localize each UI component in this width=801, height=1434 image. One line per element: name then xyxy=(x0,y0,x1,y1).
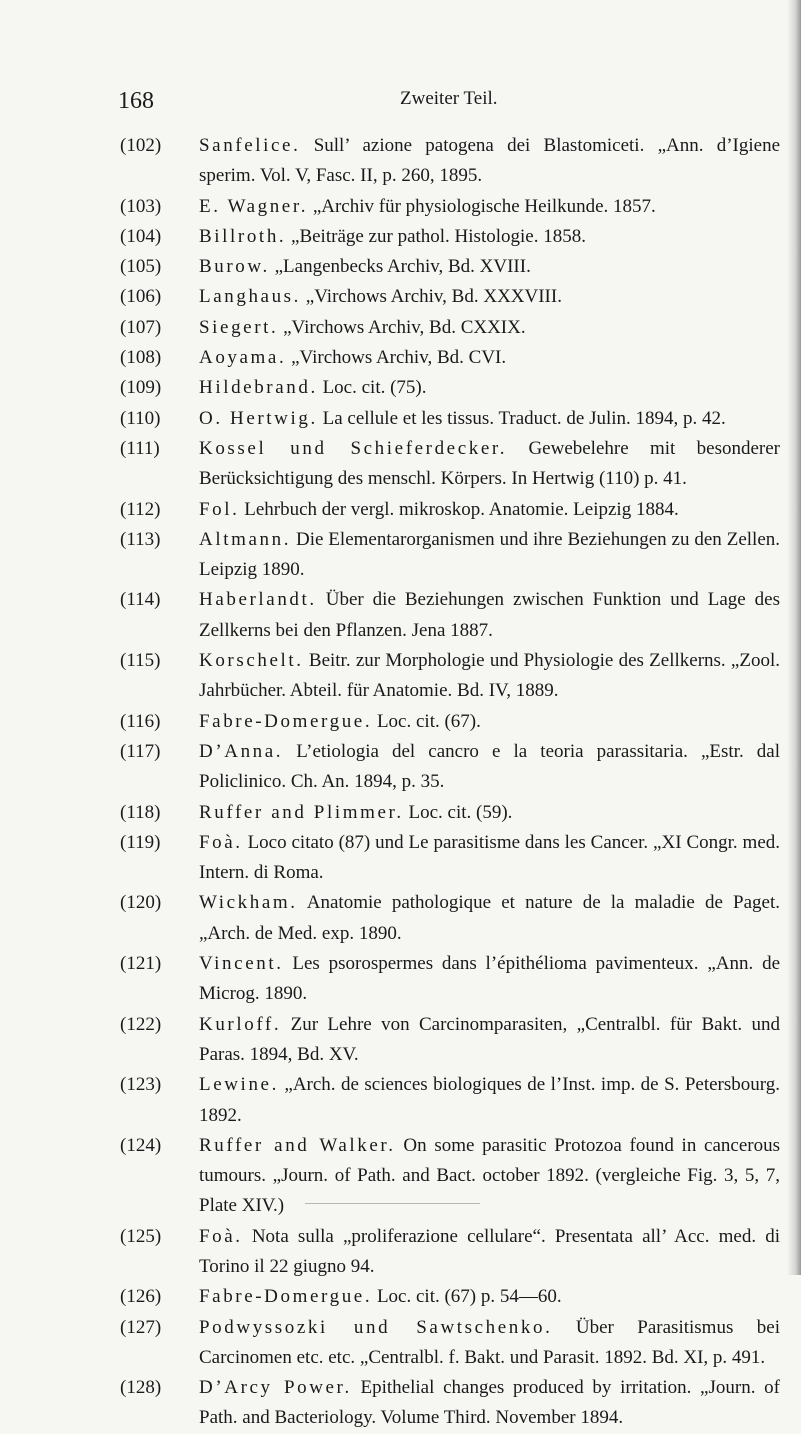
reference-entry xyxy=(120,1222,780,1283)
reference-entry xyxy=(120,434,780,495)
reference-author: Burow. xyxy=(199,256,270,278)
reference-author: Billroth. xyxy=(199,225,287,247)
reference-entry xyxy=(120,131,780,192)
reference-list xyxy=(120,131,780,1434)
reference-entry xyxy=(120,1070,780,1131)
reference-number: (116) xyxy=(120,710,161,732)
reference-entry xyxy=(120,1010,780,1071)
reference-number: (109) xyxy=(120,377,162,399)
reference-entry xyxy=(120,222,780,252)
page-edge-shadow xyxy=(787,0,801,1275)
reference-entry xyxy=(120,949,780,1010)
reference-entry xyxy=(120,495,780,525)
reference-text: Loc. cit. (59). xyxy=(408,801,513,823)
reference-entry xyxy=(120,1282,780,1312)
reference-author: Foà. xyxy=(199,1225,243,1247)
reference-text: Nota sulla „proliferazione cellulare“. Presentata all’ Acc. med. di Torino il 22 giugno 94. xyxy=(199,1225,781,1277)
reference-author: Podwyssozki und Sawtschenko. xyxy=(199,1316,553,1338)
reference-number: (110) xyxy=(120,407,161,429)
reference-number: (107) xyxy=(120,316,162,338)
reference-entry xyxy=(120,252,780,282)
reference-text: On some parasitic Protozoa found in cancerous tumours. „Journ. of Path. and Bact. october 1892. (vergleiche Fig. 3, 5, 7, Plate XIV.) xyxy=(199,1134,780,1217)
reference-text: „Langenbecks Archiv, Bd. XVIII. xyxy=(274,256,531,278)
reference-number: (111) xyxy=(120,437,160,459)
reference-author: Foà. xyxy=(199,831,243,853)
reference-entry xyxy=(120,313,780,343)
reference-text: Die Elementarorganismen und ihre Beziehungen zu den Zellen. Leipzig 1890. xyxy=(199,528,780,581)
reference-number: (125) xyxy=(120,1225,162,1247)
reference-text: Über Parasitismus bei Carcinomen etc. etc. „Centralbl. f. Bakt. und Parasit. 1892. Bd. XI, p. 491. xyxy=(199,1316,780,1368)
reference-entry xyxy=(120,798,780,828)
reference-text: „Beiträge zur pathol. Histologie. 1858. xyxy=(291,225,586,247)
reference-text: Loc. cit. (75). xyxy=(322,377,427,399)
reference-text: Sull’ azione patogena dei Blastomiceti. „Ann. d’Igiene sperim. Vol. V, Fasc. II, p. 260, 1895. xyxy=(199,135,781,187)
reference-author: D’Arcy Power. xyxy=(199,1377,352,1399)
reference-number: (108) xyxy=(120,347,162,369)
reference-author: Sanfelice. xyxy=(199,135,301,156)
reference-author: Korschelt. xyxy=(199,650,304,672)
reference-number: (126) xyxy=(120,1286,162,1308)
reference-entry xyxy=(120,343,780,373)
reference-number: (104) xyxy=(120,225,162,247)
reference-text: Lehrbuch der vergl. mikroskop. Anatomie. Leipzig 1884. xyxy=(244,498,679,520)
reference-entry xyxy=(120,1373,780,1434)
reference-text: „Virchows Archiv, Bd. XXXVIII. xyxy=(305,286,562,308)
reference-number: (102) xyxy=(120,135,162,156)
reference-entry xyxy=(120,373,780,403)
reference-number: (128) xyxy=(120,1377,162,1399)
reference-number: (106) xyxy=(120,286,162,308)
reference-text: Beitr. zur Morphologie und Physiologie des Zellkerns. „Zool. Jahrbücher. Abteil. für Anatomie. Bd. IV, 1889. xyxy=(199,650,780,702)
reference-text: Über die Beziehungen zwischen Funktion und Lage des Zellkerns bei den Pflanzen. Jena 1887. xyxy=(199,589,780,641)
reference-text: Gewebelehre mit besonderer Berücksichtigung des menschl. Körpers. In Hertwig (110) p. 41. xyxy=(199,437,780,490)
reference-text: La cellule et les tissus. Traduct. de Julin. 1894, p. 42. xyxy=(322,407,726,429)
reference-text: Loco citato (87) und Le parasitisme dans les Cancer. „XI Congr. med. Intern. di Roma. xyxy=(199,831,781,884)
reference-entry xyxy=(120,828,780,889)
reference-number: (119) xyxy=(120,831,161,853)
reference-author: Langhaus. xyxy=(199,286,302,308)
reference-entry xyxy=(120,1313,780,1374)
reference-number: (122) xyxy=(120,1013,162,1035)
reference-author: Altmann. xyxy=(199,528,292,550)
reference-author: Kurloff. xyxy=(199,1013,282,1035)
reference-entry xyxy=(120,192,780,222)
reference-text: Loc. cit. (67) p. 54—60. xyxy=(376,1286,562,1308)
reference-entry xyxy=(120,404,780,434)
reference-number: (121) xyxy=(120,953,162,975)
reference-author: Lewine. xyxy=(199,1074,279,1096)
reference-number: (127) xyxy=(120,1316,162,1338)
reference-text: Zur Lehre von Carcinomparasiten, „Centralbl. für Bakt. und Paras. 1894, Bd. XV. xyxy=(199,1013,780,1065)
reference-entry xyxy=(120,282,780,312)
page-number: 168 xyxy=(118,88,154,114)
reference-author: Haberlandt. xyxy=(199,589,317,611)
reference-text: „Archiv für physiologische Heilkunde. 1857. xyxy=(312,195,656,217)
reference-text: Loc. cit. (67). xyxy=(376,710,481,732)
reference-author: Fabre-Domergue. xyxy=(199,710,373,732)
reference-author: Siegert. xyxy=(199,316,279,338)
reference-text: „Arch. de sciences biologiques de l’Inst. imp. de S. Petersbourg. 1892. xyxy=(199,1074,781,1126)
reference-number: (112) xyxy=(120,498,161,520)
reference-number: (105) xyxy=(120,256,162,278)
reference-text: Les psorospermes dans l’épithélioma pavimenteux. „Ann. de Microg. 1890. xyxy=(199,953,781,1005)
reference-text: Epithelial changes produced by irritation. „Journ. of Path. and Bacteriology. Volume Third. November 1894. xyxy=(199,1377,780,1429)
reference-author: Aoyama. xyxy=(199,347,287,369)
reference-entry xyxy=(120,585,780,646)
reference-author: Wickham. xyxy=(199,892,298,914)
reference-number: (124) xyxy=(120,1134,162,1156)
reference-entry xyxy=(120,888,780,949)
running-title: Zweiter Teil. xyxy=(400,88,498,109)
reference-entry xyxy=(120,646,780,707)
reference-entry xyxy=(120,525,780,586)
reference-text: Anatomie pathologique et nature de la maladie de Paget. „Arch. de Med. exp. 1890. xyxy=(199,892,780,944)
reference-author: Ruffer and Plimmer. xyxy=(199,801,404,823)
reference-author: Vincent. xyxy=(199,953,284,975)
reference-number: (123) xyxy=(120,1074,162,1096)
reference-number: (114) xyxy=(120,589,161,611)
reference-entry xyxy=(120,737,780,798)
reference-number: (118) xyxy=(120,801,161,823)
page-header xyxy=(0,88,801,118)
reference-text: „Virchows Archiv, Bd. CVI. xyxy=(291,347,507,369)
reference-author: Hildebrand. xyxy=(199,377,318,399)
reference-author: Fabre-Domergue. xyxy=(199,1286,373,1308)
reference-author: Kossel und Schieferdecker. xyxy=(199,437,508,459)
reference-text: L’etiologia del cancro e la teoria parassitaria. „Estr. dal Policlinico. Ch. An. 1894, p. 35. xyxy=(199,740,781,793)
reference-entry xyxy=(120,707,780,737)
reference-entry xyxy=(120,1131,780,1222)
reference-author: E. Wagner. xyxy=(199,195,309,217)
reference-author: O. Hertwig. xyxy=(199,407,318,429)
reference-number: (103) xyxy=(120,195,162,217)
reference-number: (117) xyxy=(120,740,161,762)
reference-author: Fol. xyxy=(199,498,240,520)
reference-author: D’Anna. xyxy=(199,740,284,762)
reference-text: „Virchows Archiv, Bd. CXXIX. xyxy=(283,316,526,338)
reference-author: Ruffer and Walker. xyxy=(199,1134,396,1156)
bottom-rule xyxy=(305,1203,480,1204)
reference-number: (115) xyxy=(120,650,161,672)
reference-number: (120) xyxy=(120,892,162,914)
reference-number: (113) xyxy=(120,528,161,550)
